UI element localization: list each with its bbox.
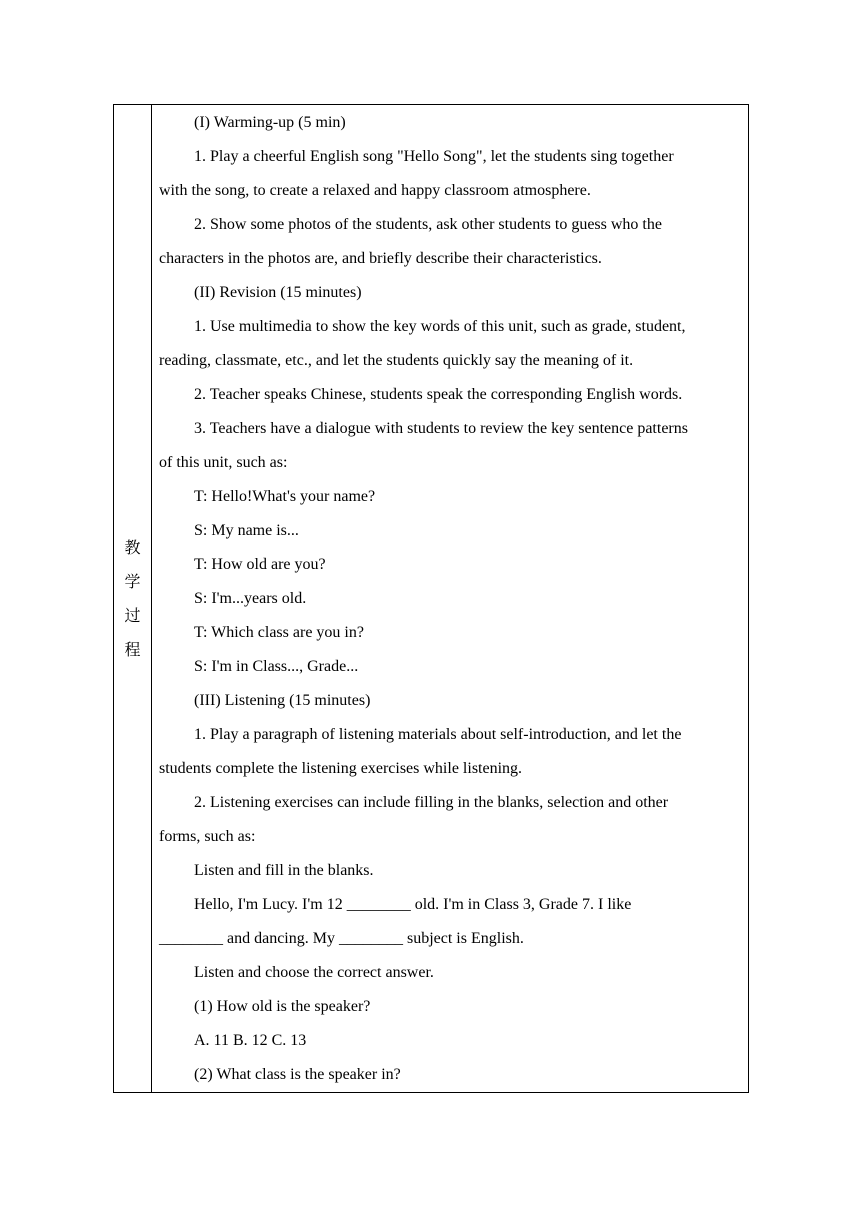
paragraph-line: 1. Play a cheerful English song "Hello Song", let the students sing together [194, 148, 674, 165]
exercise-line: ________ and dancing. My ________ subject is English. [159, 930, 524, 947]
section-heading: (III) Listening (15 minutes) [194, 692, 371, 709]
section-label-char: 教 [124, 537, 141, 557]
dialogue-line: S: I'm...years old. [194, 590, 307, 607]
dialogue-line: T: How old are you? [194, 556, 326, 573]
section-heading: (I) Warming-up (5 min) [194, 114, 346, 131]
paragraph-line: 2. Show some photos of the students, ask other students to guess who the [194, 216, 662, 233]
dialogue-line: T: Hello!What's your name? [194, 488, 376, 505]
paragraph-line: with the song, to create a relaxed and happy classroom atmosphere. [159, 182, 591, 199]
teaching-process-cell [152, 105, 749, 1093]
paragraph-line: reading, classmate, etc., and let the students quickly say the meaning of it. [159, 352, 634, 369]
paragraph-line: 2. Teacher speaks Chinese, students speak the corresponding English words. [194, 386, 683, 403]
lesson-table [113, 104, 749, 1093]
section-heading: (II) Revision (15 minutes) [194, 284, 362, 301]
paragraph-line: 3. Teachers have a dialogue with students to review the key sentence patterns [194, 420, 688, 437]
exercise-instruction: Listen and fill in the blanks. [194, 862, 374, 879]
paragraph-line: 1. Use multimedia to show the key words of this unit, such as grade, student, [194, 318, 686, 335]
paragraph-line: 2. Listening exercises can include filling in the blanks, selection and other [194, 794, 669, 811]
dialogue-line: S: My name is... [194, 522, 299, 539]
paragraph-line: students complete the listening exercises while listening. [159, 760, 523, 777]
exercise-question: (1) How old is the speaker? [194, 998, 371, 1015]
paragraph-line: of this unit, such as: [159, 454, 288, 471]
paragraph-line: characters in the photos are, and briefly describe their characteristics. [159, 250, 602, 267]
section-label-char: 学 [124, 571, 141, 591]
dialogue-line: T: Which class are you in? [194, 624, 364, 641]
paragraph-line: forms, such as: [159, 828, 256, 845]
section-label-char: 程 [124, 639, 141, 659]
teaching-process-content [152, 105, 748, 1092]
exercise-line: Hello, I'm Lucy. I'm 12 ________ old. I'm in Class 3, Grade 7. I like [194, 896, 632, 913]
exercise-instruction: Listen and choose the correct answer. [194, 964, 434, 981]
section-label-cell [114, 105, 152, 1093]
exercise-options: A. 11 B. 12 C. 13 [194, 1032, 307, 1049]
exercise-question: (2) What class is the speaker in? [194, 1066, 401, 1083]
section-label-char: 过 [124, 605, 141, 625]
table-row [114, 105, 749, 1093]
dialogue-line: S: I'm in Class..., Grade... [194, 658, 359, 675]
paragraph-line: 1. Play a paragraph of listening materials about self-introduction, and let the [194, 726, 682, 743]
